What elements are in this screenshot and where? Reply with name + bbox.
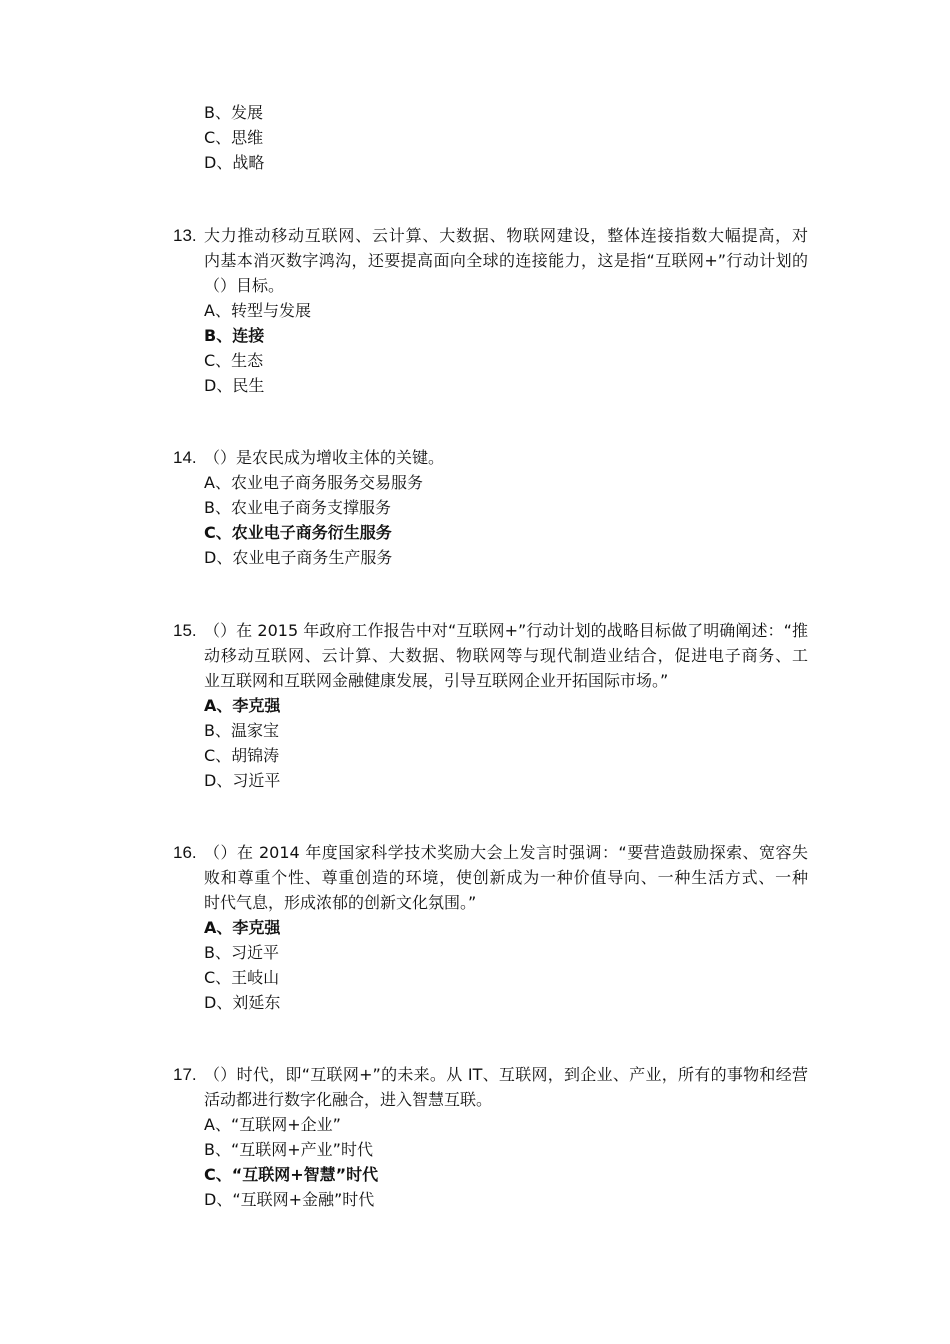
option-d: D、习近平 xyxy=(204,771,281,790)
question-text-line: （）在 2014 年度国家科学技术奖励大会上发言时强调：“要营造鼓励探索、宽容失 xyxy=(204,843,808,862)
option-c: C、生态 xyxy=(204,351,264,370)
option-c-correct: C、“互联网+智慧”时代 xyxy=(204,1165,379,1184)
question-number: 13. xyxy=(173,226,197,245)
option-c-correct: C、农业电子商务衍生服务 xyxy=(204,523,392,542)
option-d: D、刘延东 xyxy=(204,993,281,1012)
option-a: A、“互联网+企业” xyxy=(204,1115,341,1134)
question-text-line: 大力推动移动互联网、云计算、大数据、物联网建设，整体连接指数大幅提高，对 xyxy=(204,226,808,245)
question-text-line: 活动都进行数字化融合，进入智慧互联。 xyxy=(204,1090,493,1109)
question-text-line: （）是农民成为增收主体的关键。 xyxy=(204,448,445,467)
question-number: 15. xyxy=(173,621,197,640)
option-b: B、习近平 xyxy=(204,943,279,962)
question-number: 16. xyxy=(173,843,197,862)
option-b: B、发展 xyxy=(204,103,263,122)
question-text-line: 时代气息，形成浓郁的创新文化氛围。” xyxy=(204,893,477,912)
question-text-line: 业互联网和互联网金融健康发展，引导互联网企业开拓国际市场。” xyxy=(204,671,669,690)
question-number: 14. xyxy=(173,448,197,467)
option-b: B、“互联网+产业”时代 xyxy=(204,1140,373,1159)
question-number: 17. xyxy=(173,1065,197,1084)
option-d: D、“互联网+金融”时代 xyxy=(204,1190,375,1209)
option-a: A、转型与发展 xyxy=(204,301,311,320)
question-text-line: （）在 2015 年政府工作报告中对“互联网+”行动计划的战略目标做了明确阐述：“推 xyxy=(204,621,808,640)
option-a-correct: A、李克强 xyxy=(204,918,281,937)
question-text-line: 内基本消灭数字鸿沟，还要提高面向全球的连接能力，这是指“互联网+”行动计划的 xyxy=(204,251,808,270)
option-b: B、温家宝 xyxy=(204,721,279,740)
option-d: D、农业电子商务生产服务 xyxy=(204,548,393,567)
question-text-line: 动移动互联网、云计算、大数据、物联网等与现代制造业结合，促进电子商务、工 xyxy=(204,646,808,665)
option-b-correct: B、连接 xyxy=(204,326,265,345)
option-c: C、王岐山 xyxy=(204,968,280,987)
option-d: D、民生 xyxy=(204,376,265,395)
option-c: C、胡锦涛 xyxy=(204,746,280,765)
question-text-line: （）目标。 xyxy=(204,276,285,295)
question-text-line: 败和尊重个性、尊重创造的环境，使创新成为一种价值导向、一种生活方式、一种 xyxy=(204,868,808,887)
option-d: D、战略 xyxy=(204,153,265,172)
question-text-line: （）时代，即“互联网+”的未来。从 IT、互联网，到企业、产业，所有的事物和经营 xyxy=(204,1065,808,1084)
option-b: B、农业电子商务支撑服务 xyxy=(204,498,391,517)
option-c: C、思维 xyxy=(204,128,264,147)
option-a: A、农业电子商务服务交易服务 xyxy=(204,473,423,492)
option-a-correct: A、李克强 xyxy=(204,696,281,715)
